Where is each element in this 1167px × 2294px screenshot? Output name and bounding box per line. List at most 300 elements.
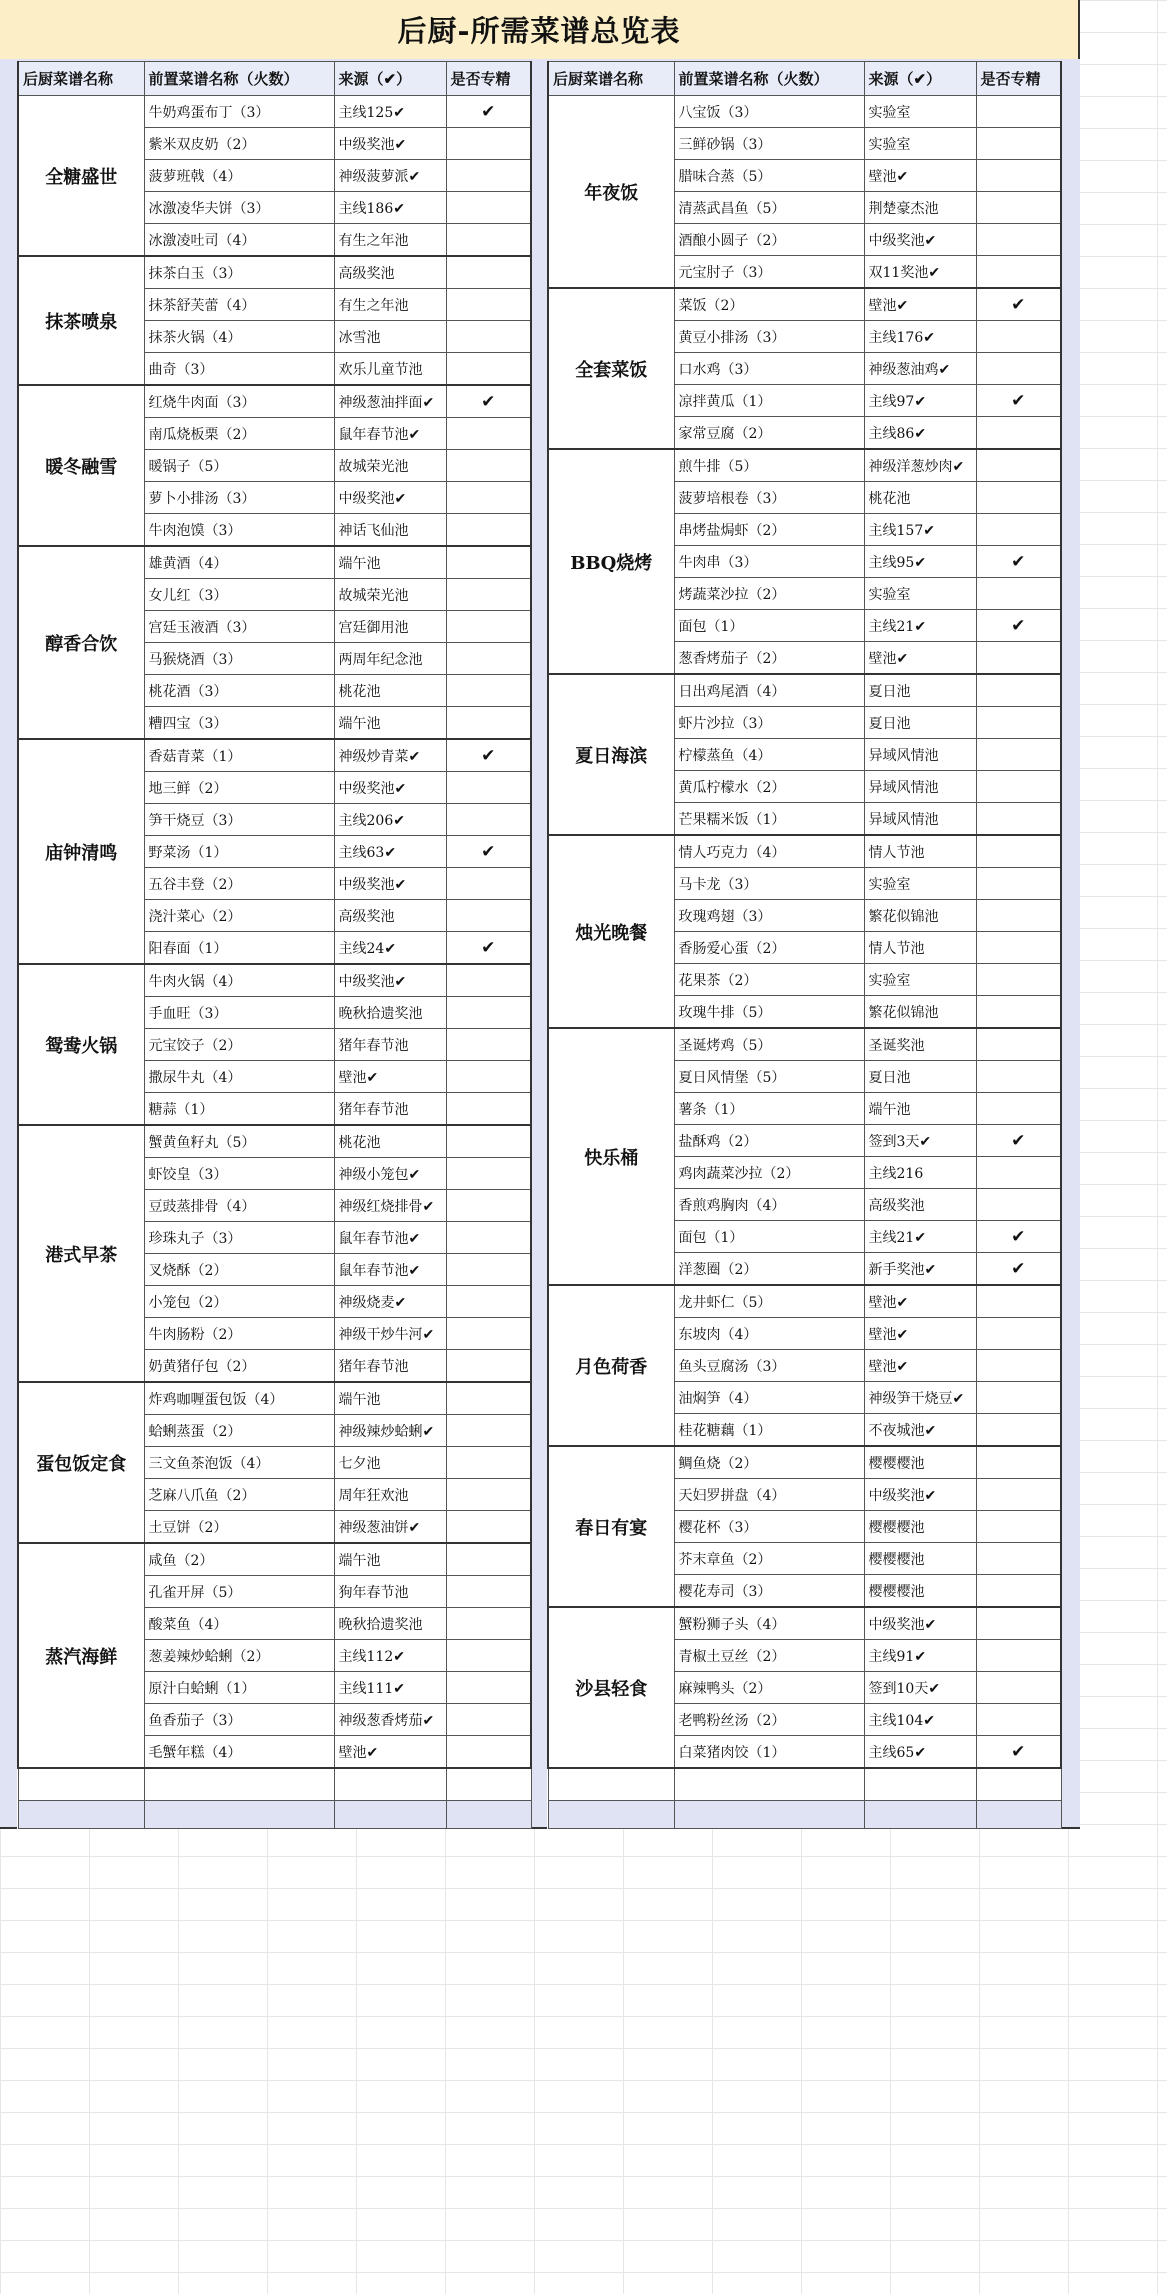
prerequisite-recipe-cell[interactable]: 圣诞烤鸡（5） (674, 1028, 864, 1061)
source-cell[interactable]: 神级烧麦✔ (334, 1286, 446, 1318)
source-cell[interactable]: 樱樱樱池 (864, 1511, 976, 1543)
source-cell[interactable]: 荆楚豪杰池 (864, 192, 976, 224)
prerequisite-recipe-cell[interactable]: 凉拌黄瓜（1） (674, 385, 864, 417)
prerequisite-recipe-cell[interactable]: 柠檬蒸鱼（4） (674, 739, 864, 771)
source-cell[interactable]: 主线24✔ (334, 932, 446, 965)
source-cell[interactable]: 故城荣光池 (334, 579, 446, 611)
prerequisite-recipe-cell[interactable]: 鲷鱼烧（2） (674, 1446, 864, 1479)
mastery-cell[interactable] (976, 578, 1061, 610)
mastery-cell[interactable]: ✔ (446, 836, 531, 868)
mastery-cell[interactable] (446, 1029, 531, 1061)
source-cell[interactable]: 中级奖池✔ (334, 128, 446, 160)
prerequisite-recipe-cell[interactable]: 曲奇（3） (144, 353, 334, 386)
source-cell[interactable]: 樱樱樱池 (864, 1575, 976, 1608)
prerequisite-recipe-cell[interactable]: 三文鱼茶泡饭（4） (144, 1447, 334, 1479)
source-cell[interactable]: 壁池✔ (864, 160, 976, 192)
prerequisite-recipe-cell[interactable]: 冰激凌华夫饼（3） (144, 192, 334, 224)
source-cell[interactable]: 有生之年池 (334, 224, 446, 257)
source-cell[interactable]: 壁池✔ (334, 1061, 446, 1093)
prerequisite-recipe-cell[interactable]: 原汁白蛤蜊（1） (144, 1672, 334, 1704)
prerequisite-recipe-cell[interactable]: 芥末章鱼（2） (674, 1543, 864, 1575)
prerequisite-recipe-cell[interactable]: 红烧牛肉面（3） (144, 385, 334, 418)
empty-cell[interactable] (334, 1768, 446, 1801)
prerequisite-recipe-cell[interactable]: 抹茶火锅（4） (144, 321, 334, 353)
mastery-cell[interactable] (976, 417, 1061, 450)
source-cell[interactable]: 中级奖池✔ (334, 964, 446, 997)
empty-cell[interactable] (18, 1768, 144, 1801)
mastery-cell[interactable] (976, 1640, 1061, 1672)
source-cell[interactable]: 主线176✔ (864, 321, 976, 353)
mastery-cell[interactable] (976, 321, 1061, 353)
source-cell[interactable]: 桃花池 (864, 482, 976, 514)
mastery-cell[interactable]: ✔ (976, 1221, 1061, 1253)
prerequisite-recipe-cell[interactable]: 笋干烧豆（3） (144, 804, 334, 836)
mastery-cell[interactable] (446, 546, 531, 579)
prerequisite-recipe-cell[interactable]: 油焖笋（4） (674, 1382, 864, 1414)
source-cell[interactable]: 夏日池 (864, 1061, 976, 1093)
source-cell[interactable]: 神级菠萝派✔ (334, 160, 446, 192)
source-cell[interactable]: 主线111✔ (334, 1672, 446, 1704)
source-cell[interactable]: 神级红烧排骨✔ (334, 1190, 446, 1222)
source-cell[interactable]: 神级小笼包✔ (334, 1158, 446, 1190)
mastery-cell[interactable] (976, 803, 1061, 836)
source-cell[interactable]: 晚秋拾遗奖池 (334, 1608, 446, 1640)
source-cell[interactable]: 新手奖池✔ (864, 1253, 976, 1286)
mastery-cell[interactable]: ✔ (976, 546, 1061, 578)
mastery-cell[interactable] (446, 1479, 531, 1511)
kitchen-recipe-cell[interactable]: 抹茶喷泉 (18, 256, 144, 385)
prerequisite-recipe-cell[interactable]: 串烤盐焗虾（2） (674, 514, 864, 546)
kitchen-recipe-cell[interactable]: 鸳鸯火锅 (18, 964, 144, 1125)
mastery-cell[interactable] (976, 642, 1061, 675)
mastery-cell[interactable] (976, 1350, 1061, 1382)
mastery-cell[interactable] (976, 1543, 1061, 1575)
prerequisite-recipe-cell[interactable]: 白菜猪肉饺（1） (674, 1736, 864, 1769)
prerequisite-recipe-cell[interactable]: 炸鸡咖喱蛋包饭（4） (144, 1382, 334, 1415)
mastery-cell[interactable] (446, 1125, 531, 1158)
mastery-cell[interactable] (446, 1511, 531, 1544)
prerequisite-recipe-cell[interactable]: 南瓜烧板栗（2） (144, 418, 334, 450)
source-cell[interactable]: 主线104✔ (864, 1704, 976, 1736)
prerequisite-recipe-cell[interactable]: 女儿红（3） (144, 579, 334, 611)
source-cell[interactable]: 签到3天✔ (864, 1125, 976, 1157)
mastery-cell[interactable] (976, 1511, 1061, 1543)
mastery-cell[interactable] (976, 482, 1061, 514)
source-cell[interactable]: 实验室 (864, 128, 976, 160)
source-cell[interactable]: 端午池 (864, 1093, 976, 1125)
mastery-cell[interactable] (446, 1318, 531, 1350)
prerequisite-recipe-cell[interactable]: 三鲜砂锅（3） (674, 128, 864, 160)
mastery-cell[interactable] (446, 224, 531, 257)
source-cell[interactable]: 猪年春节池 (334, 1093, 446, 1126)
source-cell[interactable]: 中级奖池✔ (334, 868, 446, 900)
source-cell[interactable]: 神级葱香烤茄✔ (334, 1704, 446, 1736)
prerequisite-recipe-cell[interactable]: 元宝饺子（2） (144, 1029, 334, 1061)
mastery-cell[interactable] (976, 707, 1061, 739)
mastery-cell[interactable] (976, 256, 1061, 289)
source-cell[interactable]: 樱樱樱池 (864, 1543, 976, 1575)
mastery-cell[interactable] (976, 1093, 1061, 1125)
mastery-cell[interactable] (976, 674, 1061, 707)
kitchen-recipe-cell[interactable]: 全套菜饭 (548, 288, 674, 449)
empty-cell[interactable] (674, 1768, 864, 1801)
prerequisite-recipe-cell[interactable]: 蛤蜊蒸蛋（2） (144, 1415, 334, 1447)
mastery-cell[interactable] (976, 996, 1061, 1029)
mastery-cell[interactable] (976, 1318, 1061, 1350)
source-cell[interactable]: 主线63✔ (334, 836, 446, 868)
source-cell[interactable]: 桃花池 (334, 1125, 446, 1158)
mastery-cell[interactable] (446, 868, 531, 900)
prerequisite-recipe-cell[interactable]: 鸡肉蔬菜沙拉（2） (674, 1157, 864, 1189)
source-cell[interactable]: 繁花似锦池 (864, 996, 976, 1029)
mastery-cell[interactable] (446, 1158, 531, 1190)
source-cell[interactable]: 端午池 (334, 546, 446, 579)
kitchen-recipe-cell[interactable]: BBQ烧烤 (548, 449, 674, 674)
source-cell[interactable]: 鼠年春节池✔ (334, 1222, 446, 1254)
mastery-cell[interactable] (446, 321, 531, 353)
source-cell[interactable]: 双11奖池✔ (864, 256, 976, 289)
mastery-cell[interactable] (446, 707, 531, 740)
source-cell[interactable]: 晚秋拾遗奖池 (334, 997, 446, 1029)
mastery-cell[interactable] (446, 643, 531, 675)
kitchen-recipe-cell[interactable]: 全糖盛世 (18, 96, 144, 257)
mastery-cell[interactable] (976, 868, 1061, 900)
source-cell[interactable]: 端午池 (334, 707, 446, 740)
source-cell[interactable]: 异域风情池 (864, 771, 976, 803)
mastery-cell[interactable] (446, 1382, 531, 1415)
prerequisite-recipe-cell[interactable]: 鱼香茄子（3） (144, 1704, 334, 1736)
prerequisite-recipe-cell[interactable]: 抹茶白玉（3） (144, 256, 334, 289)
prerequisite-recipe-cell[interactable]: 孔雀开屏（5） (144, 1576, 334, 1608)
prerequisite-recipe-cell[interactable]: 樱花杯（3） (674, 1511, 864, 1543)
prerequisite-recipe-cell[interactable]: 咸鱼（2） (144, 1543, 334, 1576)
source-cell[interactable]: 端午池 (334, 1543, 446, 1576)
mastery-cell[interactable] (446, 1222, 531, 1254)
mastery-cell[interactable] (446, 1576, 531, 1608)
source-cell[interactable]: 冰雪池 (334, 321, 446, 353)
prerequisite-recipe-cell[interactable]: 牛肉火锅（4） (144, 964, 334, 997)
prerequisite-recipe-cell[interactable]: 牛肉泡馍（3） (144, 514, 334, 547)
source-cell[interactable]: 中级奖池✔ (864, 224, 976, 256)
source-cell[interactable]: 猪年春节池 (334, 1029, 446, 1061)
mastery-cell[interactable]: ✔ (976, 385, 1061, 417)
prerequisite-recipe-cell[interactable]: 芒果糯米饭（1） (674, 803, 864, 836)
prerequisite-recipe-cell[interactable]: 老鸭粉丝汤（2） (674, 1704, 864, 1736)
empty-cell[interactable] (548, 1768, 674, 1801)
source-cell[interactable]: 神话飞仙池 (334, 514, 446, 547)
mastery-cell[interactable] (976, 964, 1061, 996)
kitchen-recipe-cell[interactable]: 蒸汽海鲜 (18, 1543, 144, 1768)
kitchen-recipe-cell[interactable]: 快乐桶 (548, 1028, 674, 1285)
source-cell[interactable]: 两周年纪念池 (334, 643, 446, 675)
mastery-cell[interactable] (976, 1672, 1061, 1704)
empty-cell[interactable] (446, 1768, 531, 1801)
mastery-cell[interactable] (446, 997, 531, 1029)
prerequisite-recipe-cell[interactable]: 煎牛排（5） (674, 449, 864, 482)
source-cell[interactable]: 神级辣炒蛤蜊✔ (334, 1415, 446, 1447)
prerequisite-recipe-cell[interactable]: 酸菜鱼（4） (144, 1608, 334, 1640)
prerequisite-recipe-cell[interactable]: 葱香烤茄子（2） (674, 642, 864, 675)
source-cell[interactable]: 神级葱油拌面✔ (334, 385, 446, 418)
mastery-cell[interactable] (446, 256, 531, 289)
prerequisite-recipe-cell[interactable]: 虾片沙拉（3） (674, 707, 864, 739)
source-cell[interactable]: 壁池✔ (334, 1736, 446, 1769)
mastery-cell[interactable] (446, 900, 531, 932)
kitchen-recipe-cell[interactable]: 年夜饭 (548, 96, 674, 289)
prerequisite-recipe-cell[interactable]: 雄黄酒（4） (144, 546, 334, 579)
mastery-cell[interactable] (446, 964, 531, 997)
kitchen-recipe-cell[interactable]: 春日有宴 (548, 1446, 674, 1607)
mastery-cell[interactable] (446, 1190, 531, 1222)
mastery-cell[interactable] (446, 1704, 531, 1736)
prerequisite-recipe-cell[interactable]: 五谷丰登（2） (144, 868, 334, 900)
source-cell[interactable]: 主线186✔ (334, 192, 446, 224)
prerequisite-recipe-cell[interactable]: 菠萝培根卷（3） (674, 482, 864, 514)
source-cell[interactable]: 鼠年春节池✔ (334, 418, 446, 450)
source-cell[interactable]: 主线157✔ (864, 514, 976, 546)
mastery-cell[interactable] (976, 1028, 1061, 1061)
mastery-cell[interactable] (976, 1061, 1061, 1093)
mastery-cell[interactable] (976, 353, 1061, 385)
source-cell[interactable]: 主线95✔ (864, 546, 976, 578)
kitchen-recipe-cell[interactable]: 港式早茶 (18, 1125, 144, 1382)
prerequisite-recipe-cell[interactable]: 糟四宝（3） (144, 707, 334, 740)
kitchen-recipe-cell[interactable]: 庙钟清鸣 (18, 739, 144, 964)
prerequisite-recipe-cell[interactable]: 洋葱圈（2） (674, 1253, 864, 1286)
prerequisite-recipe-cell[interactable]: 夏日风情堡（5） (674, 1061, 864, 1093)
prerequisite-recipe-cell[interactable]: 毛蟹年糕（4） (144, 1736, 334, 1769)
mastery-cell[interactable] (446, 1286, 531, 1318)
mastery-cell[interactable] (976, 900, 1061, 932)
source-cell[interactable]: 神级洋葱炒肉✔ (864, 449, 976, 482)
prerequisite-recipe-cell[interactable]: 薯条（1） (674, 1093, 864, 1125)
source-cell[interactable]: 主线112✔ (334, 1640, 446, 1672)
source-cell[interactable]: 端午池 (334, 1382, 446, 1415)
mastery-cell[interactable] (446, 289, 531, 321)
source-cell[interactable]: 高级奖池 (334, 256, 446, 289)
source-cell[interactable]: 神级笋干烧豆✔ (864, 1382, 976, 1414)
mastery-cell[interactable]: ✔ (446, 385, 531, 418)
kitchen-recipe-cell[interactable]: 夏日海滨 (548, 674, 674, 835)
prerequisite-recipe-cell[interactable]: 珍珠丸子（3） (144, 1222, 334, 1254)
prerequisite-recipe-cell[interactable]: 清蒸武昌鱼（5） (674, 192, 864, 224)
mastery-cell[interactable] (976, 932, 1061, 964)
prerequisite-recipe-cell[interactable]: 八宝饭（3） (674, 96, 864, 128)
prerequisite-recipe-cell[interactable]: 天妇罗拼盘（4） (674, 1479, 864, 1511)
source-cell[interactable]: 主线91✔ (864, 1640, 976, 1672)
source-cell[interactable]: 中级奖池✔ (334, 482, 446, 514)
mastery-cell[interactable] (976, 224, 1061, 256)
source-cell[interactable]: 圣诞奖池 (864, 1028, 976, 1061)
source-cell[interactable]: 主线65✔ (864, 1736, 976, 1769)
prerequisite-recipe-cell[interactable]: 菠萝班戟（4） (144, 160, 334, 192)
mastery-cell[interactable] (446, 772, 531, 804)
source-cell[interactable]: 实验室 (864, 964, 976, 996)
source-cell[interactable]: 宫廷御用池 (334, 611, 446, 643)
prerequisite-recipe-cell[interactable]: 阳春面（1） (144, 932, 334, 965)
prerequisite-recipe-cell[interactable]: 牛肉肠粉（2） (144, 1318, 334, 1350)
mastery-cell[interactable] (446, 1254, 531, 1286)
source-cell[interactable]: 高级奖池 (334, 900, 446, 932)
source-cell[interactable]: 壁池✔ (864, 642, 976, 675)
prerequisite-recipe-cell[interactable]: 黄豆小排汤（3） (674, 321, 864, 353)
source-cell[interactable]: 主线125✔ (334, 96, 446, 128)
mastery-cell[interactable] (976, 1575, 1061, 1608)
source-cell[interactable]: 壁池✔ (864, 1318, 976, 1350)
mastery-cell[interactable] (976, 1607, 1061, 1640)
mastery-cell[interactable]: ✔ (446, 96, 531, 128)
prerequisite-recipe-cell[interactable]: 桃花酒（3） (144, 675, 334, 707)
source-cell[interactable]: 异域风情池 (864, 739, 976, 771)
prerequisite-recipe-cell[interactable]: 冰激凌吐司（4） (144, 224, 334, 257)
empty-cell[interactable] (976, 1768, 1061, 1801)
source-cell[interactable]: 桃花池 (334, 675, 446, 707)
source-cell[interactable]: 情人节池 (864, 835, 976, 868)
mastery-cell[interactable]: ✔ (446, 739, 531, 772)
prerequisite-recipe-cell[interactable]: 面包（1） (674, 1221, 864, 1253)
prerequisite-recipe-cell[interactable]: 奶黄猪仔包（2） (144, 1350, 334, 1383)
source-cell[interactable]: 欢乐儿童节池 (334, 353, 446, 386)
prerequisite-recipe-cell[interactable]: 烤蔬菜沙拉（2） (674, 578, 864, 610)
kitchen-recipe-cell[interactable]: 蛋包饭定食 (18, 1382, 144, 1543)
prerequisite-recipe-cell[interactable]: 葱姜辣炒蛤蜊（2） (144, 1640, 334, 1672)
mastery-cell[interactable] (446, 804, 531, 836)
prerequisite-recipe-cell[interactable]: 抹茶舒芙蕾（4） (144, 289, 334, 321)
mastery-cell[interactable] (446, 1447, 531, 1479)
mastery-cell[interactable] (446, 1061, 531, 1093)
mastery-cell[interactable] (446, 1640, 531, 1672)
prerequisite-recipe-cell[interactable]: 青椒土豆丝（2） (674, 1640, 864, 1672)
mastery-cell[interactable] (446, 128, 531, 160)
source-cell[interactable]: 签到10天✔ (864, 1672, 976, 1704)
source-cell[interactable]: 神级炒青菜✔ (334, 739, 446, 772)
prerequisite-recipe-cell[interactable]: 地三鲜（2） (144, 772, 334, 804)
source-cell[interactable]: 夏日池 (864, 707, 976, 739)
mastery-cell[interactable]: ✔ (976, 1253, 1061, 1286)
prerequisite-recipe-cell[interactable]: 手血旺（3） (144, 997, 334, 1029)
source-cell[interactable]: 鼠年春节池✔ (334, 1254, 446, 1286)
kitchen-recipe-cell[interactable]: 月色荷香 (548, 1285, 674, 1446)
prerequisite-recipe-cell[interactable]: 紫米双皮奶（2） (144, 128, 334, 160)
prerequisite-recipe-cell[interactable]: 野菜汤（1） (144, 836, 334, 868)
source-cell[interactable]: 中级奖池✔ (334, 772, 446, 804)
mastery-cell[interactable] (976, 1382, 1061, 1414)
source-cell[interactable]: 主线21✔ (864, 610, 976, 642)
prerequisite-recipe-cell[interactable]: 黄瓜柠檬水（2） (674, 771, 864, 803)
mastery-cell[interactable] (446, 1608, 531, 1640)
source-cell[interactable]: 樱樱樱池 (864, 1446, 976, 1479)
mastery-cell[interactable] (446, 418, 531, 450)
source-cell[interactable]: 中级奖池✔ (864, 1607, 976, 1640)
prerequisite-recipe-cell[interactable]: 香肠爱心蛋（2） (674, 932, 864, 964)
prerequisite-recipe-cell[interactable]: 香煎鸡胸肉（4） (674, 1189, 864, 1221)
source-cell[interactable]: 主线216 (864, 1157, 976, 1189)
mastery-cell[interactable] (446, 1543, 531, 1576)
mastery-cell[interactable] (976, 1189, 1061, 1221)
source-cell[interactable]: 神级葱油鸡✔ (864, 353, 976, 385)
mastery-cell[interactable] (976, 514, 1061, 546)
prerequisite-recipe-cell[interactable]: 芝麻八爪鱼（2） (144, 1479, 334, 1511)
prerequisite-recipe-cell[interactable]: 桂花糖藕（1） (674, 1414, 864, 1447)
source-cell[interactable]: 有生之年池 (334, 289, 446, 321)
prerequisite-recipe-cell[interactable]: 香菇青菜（1） (144, 739, 334, 772)
source-cell[interactable]: 故城荣光池 (334, 450, 446, 482)
prerequisite-recipe-cell[interactable]: 撒尿牛丸（4） (144, 1061, 334, 1093)
mastery-cell[interactable] (446, 514, 531, 547)
prerequisite-recipe-cell[interactable]: 口水鸡（3） (674, 353, 864, 385)
source-cell[interactable]: 异域风情池 (864, 803, 976, 836)
prerequisite-recipe-cell[interactable]: 花果茶（2） (674, 964, 864, 996)
mastery-cell[interactable] (976, 1414, 1061, 1447)
mastery-cell[interactable] (976, 96, 1061, 128)
mastery-cell[interactable] (446, 611, 531, 643)
prerequisite-recipe-cell[interactable]: 浇汁菜心（2） (144, 900, 334, 932)
source-cell[interactable]: 七夕池 (334, 1447, 446, 1479)
prerequisite-recipe-cell[interactable]: 虾饺皇（3） (144, 1158, 334, 1190)
prerequisite-recipe-cell[interactable]: 蟹黄鱼籽丸（5） (144, 1125, 334, 1158)
prerequisite-recipe-cell[interactable]: 牛肉串（3） (674, 546, 864, 578)
source-cell[interactable]: 繁花似锦池 (864, 900, 976, 932)
mastery-cell[interactable] (976, 1446, 1061, 1479)
mastery-cell[interactable]: ✔ (976, 1736, 1061, 1769)
prerequisite-recipe-cell[interactable]: 小笼包（2） (144, 1286, 334, 1318)
prerequisite-recipe-cell[interactable]: 东坡肉（4） (674, 1318, 864, 1350)
prerequisite-recipe-cell[interactable]: 情人巧克力（4） (674, 835, 864, 868)
prerequisite-recipe-cell[interactable]: 马猴烧酒（3） (144, 643, 334, 675)
mastery-cell[interactable] (446, 675, 531, 707)
mastery-cell[interactable]: ✔ (976, 610, 1061, 642)
kitchen-recipe-cell[interactable]: 暖冬融雪 (18, 385, 144, 546)
prerequisite-recipe-cell[interactable]: 蟹粉狮子头（4） (674, 1607, 864, 1640)
prerequisite-recipe-cell[interactable]: 叉烧酥（2） (144, 1254, 334, 1286)
source-cell[interactable]: 实验室 (864, 96, 976, 128)
mastery-cell[interactable] (976, 739, 1061, 771)
kitchen-recipe-cell[interactable]: 醇香合饮 (18, 546, 144, 739)
prerequisite-recipe-cell[interactable]: 腊味合蒸（5） (674, 160, 864, 192)
mastery-cell[interactable] (446, 482, 531, 514)
prerequisite-recipe-cell[interactable]: 家常豆腐（2） (674, 417, 864, 450)
mastery-cell[interactable]: ✔ (446, 932, 531, 965)
prerequisite-recipe-cell[interactable]: 马卡龙（3） (674, 868, 864, 900)
source-cell[interactable]: 主线97✔ (864, 385, 976, 417)
mastery-cell[interactable] (976, 1285, 1061, 1318)
prerequisite-recipe-cell[interactable]: 龙井虾仁（5） (674, 1285, 864, 1318)
kitchen-recipe-cell[interactable]: 烛光晚餐 (548, 835, 674, 1028)
source-cell[interactable]: 神级干炒牛河✔ (334, 1318, 446, 1350)
mastery-cell[interactable] (446, 160, 531, 192)
prerequisite-recipe-cell[interactable]: 萝卜小排汤（3） (144, 482, 334, 514)
prerequisite-recipe-cell[interactable]: 豆豉蒸排骨（4） (144, 1190, 334, 1222)
mastery-cell[interactable] (976, 1157, 1061, 1189)
mastery-cell[interactable] (976, 160, 1061, 192)
source-cell[interactable]: 神级葱油饼✔ (334, 1511, 446, 1544)
mastery-cell[interactable] (446, 192, 531, 224)
prerequisite-recipe-cell[interactable]: 宫廷玉液酒（3） (144, 611, 334, 643)
empty-cell[interactable] (864, 1768, 976, 1801)
source-cell[interactable]: 壁池✔ (864, 288, 976, 321)
source-cell[interactable]: 壁池✔ (864, 1350, 976, 1382)
prerequisite-recipe-cell[interactable]: 麻辣鸭头（2） (674, 1672, 864, 1704)
mastery-cell[interactable]: ✔ (976, 288, 1061, 321)
prerequisite-recipe-cell[interactable]: 菜饭（2） (674, 288, 864, 321)
source-cell[interactable]: 猪年春节池 (334, 1350, 446, 1383)
source-cell[interactable]: 情人节池 (864, 932, 976, 964)
prerequisite-recipe-cell[interactable]: 牛奶鸡蛋布丁（3） (144, 96, 334, 128)
prerequisite-recipe-cell[interactable]: 元宝肘子（3） (674, 256, 864, 289)
mastery-cell[interactable] (976, 1704, 1061, 1736)
prerequisite-recipe-cell[interactable]: 盐酥鸡（2） (674, 1125, 864, 1157)
mastery-cell[interactable] (446, 450, 531, 482)
